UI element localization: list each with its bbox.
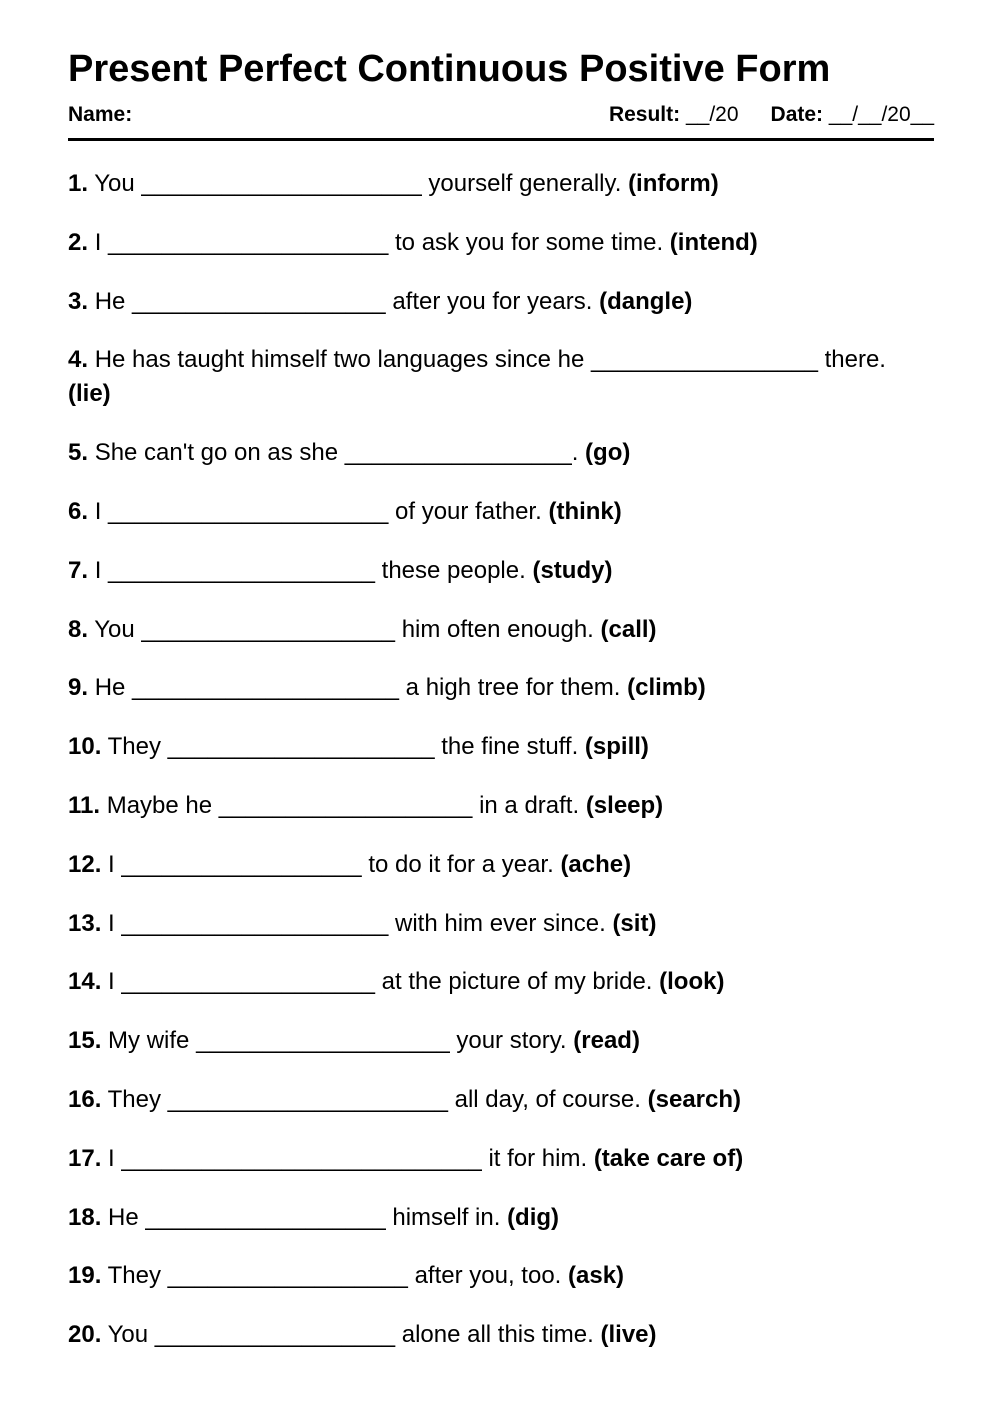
result-label: Result: xyxy=(608,103,681,126)
answer-blank: ___________________ xyxy=(196,1027,450,1055)
date-label: Date: xyxy=(770,103,824,126)
verb-hint: (spill) xyxy=(584,733,649,761)
question-text-after: to ask you for some time. xyxy=(395,228,664,256)
answer-blank: _____________________ xyxy=(108,497,389,525)
verb-hint: (think) xyxy=(548,497,622,525)
question-text-before: My wife xyxy=(108,1027,190,1055)
question-text-after: him often enough. xyxy=(401,615,594,643)
verb-hint: (study) xyxy=(532,556,613,584)
question-item xyxy=(68,1259,934,1293)
question-item xyxy=(68,1142,934,1176)
question-text-before: I xyxy=(108,909,115,937)
question-text-after: after you for years. xyxy=(392,287,593,315)
question-text-before: You xyxy=(107,1321,149,1349)
answer-blank: __________________ xyxy=(145,1203,386,1231)
question-number: 20. xyxy=(68,1321,102,1349)
result-field xyxy=(609,100,739,130)
worksheet-title: Present Perfect Continuous Positive Form xyxy=(68,48,831,90)
verb-hint: (live) xyxy=(600,1321,657,1349)
question-text-after: it for him. xyxy=(488,1144,588,1172)
question-item xyxy=(68,1318,934,1352)
answer-blank: __________________ xyxy=(167,1262,408,1290)
question-text-before: I xyxy=(108,850,115,878)
question-number: 5. xyxy=(68,439,89,467)
question-text-before: He xyxy=(94,674,126,702)
verb-hint: (intend) xyxy=(669,228,758,256)
verb-hint: (lie) xyxy=(68,380,111,408)
question-text-after: alone all this time. xyxy=(401,1321,594,1349)
question-number: 6. xyxy=(68,497,89,525)
date-field xyxy=(771,100,934,130)
question-text-before: She can't go on as she xyxy=(94,439,339,467)
question-number: 3. xyxy=(68,287,89,315)
question-item xyxy=(68,848,934,882)
question-item xyxy=(68,1024,934,1058)
question-text-before: I xyxy=(108,968,115,996)
answer-blank: ___________________ xyxy=(218,791,473,819)
question-number: 12. xyxy=(68,850,102,878)
answer-blank: __________________ xyxy=(154,1321,396,1349)
question-number: 9. xyxy=(68,674,89,702)
question-text-after: these people. xyxy=(381,556,526,584)
question-number: 15. xyxy=(68,1027,102,1055)
question-item xyxy=(68,436,934,470)
question-item xyxy=(68,907,934,941)
question-number: 11. xyxy=(68,791,101,819)
question-text-after: himself in. xyxy=(392,1203,501,1231)
question-number: 1. xyxy=(68,170,89,197)
date-value: __/__/20__ xyxy=(828,103,934,126)
question-number: 16. xyxy=(68,1085,102,1113)
question-text-before: They xyxy=(107,1085,161,1113)
question-item xyxy=(68,613,934,647)
verb-hint: (go) xyxy=(585,439,631,467)
answer-blank: _________________ xyxy=(591,346,818,374)
question-item xyxy=(68,671,934,705)
question-number: 10. xyxy=(68,733,102,761)
question-number: 19. xyxy=(68,1262,102,1290)
question-item xyxy=(68,1201,934,1235)
worksheet-header xyxy=(68,100,934,130)
answer-blank: ____________________ xyxy=(108,556,375,584)
question-item xyxy=(68,1083,934,1117)
verb-hint: (search) xyxy=(647,1085,741,1113)
answer-blank: ___________________ xyxy=(121,968,375,996)
question-text-after: there. xyxy=(824,346,886,374)
answer-blank: ____________________ xyxy=(132,674,399,702)
header-divider xyxy=(68,138,934,141)
verb-hint: (look) xyxy=(659,968,725,996)
question-item xyxy=(68,554,934,588)
answer-blank: ____________________ xyxy=(167,733,435,761)
question-number: 17. xyxy=(68,1144,102,1172)
question-text-before: I xyxy=(108,1144,115,1172)
answer-blank: ____________________ xyxy=(121,909,389,937)
question-item xyxy=(68,343,934,411)
answer-blank: ___________________________ xyxy=(121,1144,482,1172)
result-value: __/20 xyxy=(685,103,739,126)
answer-blank: _________________ xyxy=(344,439,572,467)
question-text-after: all day, of course. xyxy=(454,1085,641,1113)
answer-blank: __________________ xyxy=(121,850,362,878)
question-text-after: a high tree for them. xyxy=(405,674,621,702)
verb-hint: (take care of) xyxy=(593,1144,744,1172)
verb-hint: (ache) xyxy=(560,850,632,878)
question-text-after: yourself generally. xyxy=(428,170,622,197)
answer-blank: _____________________ xyxy=(141,170,422,197)
question-text-after: your story. xyxy=(456,1027,567,1055)
verb-hint: (sleep) xyxy=(585,791,664,819)
question-text-after: to do it for a year. xyxy=(368,850,554,878)
question-text-after: . xyxy=(571,439,579,467)
worksheet xyxy=(68,44,934,1377)
answer-blank: ___________________ xyxy=(141,615,396,643)
question-text-after: of your father. xyxy=(395,497,542,525)
verb-hint: (read) xyxy=(573,1027,640,1055)
result-date-group xyxy=(609,100,934,130)
question-item xyxy=(68,965,934,999)
question-text-before: He xyxy=(108,1203,139,1231)
question-item xyxy=(68,789,934,823)
answer-blank: _____________________ xyxy=(167,1085,448,1113)
question-text-before: You xyxy=(94,170,135,197)
question-item xyxy=(68,495,934,529)
question-text-before: I xyxy=(94,228,102,256)
question-number: 7. xyxy=(68,556,89,584)
question-number: 13. xyxy=(68,909,102,937)
question-number: 14. xyxy=(68,968,102,996)
question-item xyxy=(68,167,934,201)
question-item xyxy=(68,730,934,764)
question-text-after: in a draft. xyxy=(479,791,580,819)
question-number: 2. xyxy=(68,228,89,256)
question-text-after: with him ever since. xyxy=(395,909,606,937)
question-text-before: Maybe he xyxy=(106,791,213,819)
question-list xyxy=(68,167,934,1352)
question-number: 4. xyxy=(68,346,89,374)
question-number: 8. xyxy=(68,615,89,643)
answer-blank: _____________________ xyxy=(108,228,389,256)
question-item xyxy=(68,285,934,319)
answer-blank: ___________________ xyxy=(132,287,386,315)
verb-hint: (ask) xyxy=(568,1262,625,1290)
question-item xyxy=(68,226,934,260)
question-number: 18. xyxy=(68,1203,102,1231)
question-text-before: He xyxy=(94,287,126,315)
name-label: Name: xyxy=(68,103,133,126)
verb-hint: (inform) xyxy=(628,170,719,197)
question-text-after: at the picture of my bride. xyxy=(381,968,653,996)
question-text-before: I xyxy=(94,556,102,584)
question-text-before: You xyxy=(94,615,135,643)
question-text-before: They xyxy=(107,1262,161,1290)
verb-hint: (call) xyxy=(600,615,657,643)
question-text-before: He has taught himself two languages since he xyxy=(94,346,585,374)
question-text-after: after you, too. xyxy=(414,1262,562,1290)
question-text-before: They xyxy=(107,733,161,761)
verb-hint: (sit) xyxy=(612,909,657,937)
verb-hint: (dangle) xyxy=(599,287,693,315)
question-text-before: I xyxy=(94,497,102,525)
question-text-after: the fine stuff. xyxy=(441,733,579,761)
verb-hint: (dig) xyxy=(507,1203,560,1231)
verb-hint: (climb) xyxy=(627,674,706,702)
